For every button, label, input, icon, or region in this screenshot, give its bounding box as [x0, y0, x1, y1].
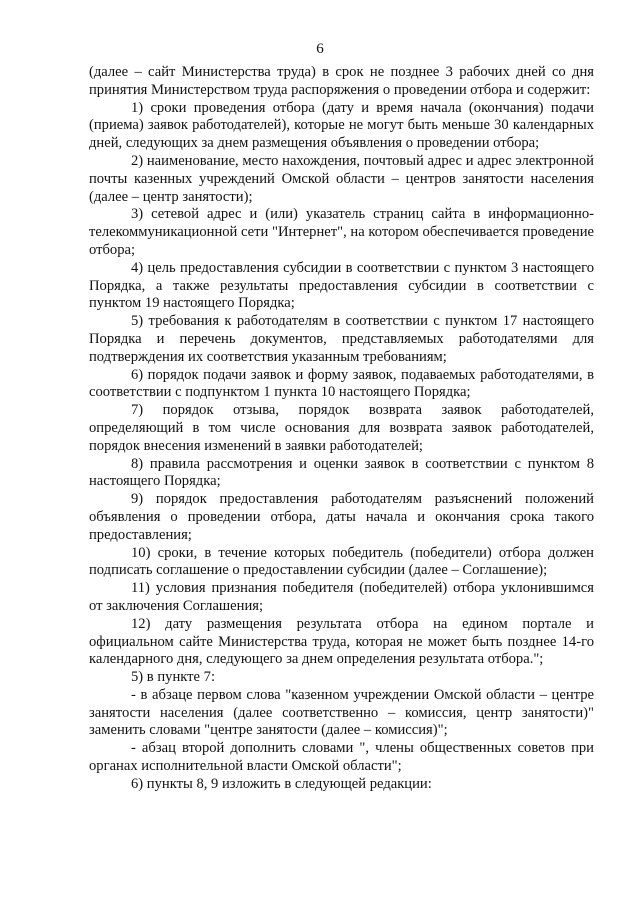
paragraph-item-6: 6) порядок подачи заявок и форму заявок, подаваемых работодателями, в соответствии с подпунктом 1 пункта 10 настоящего Порядка;	[89, 366, 594, 401]
paragraph-item-2: 2) наименование, место нахождения, почтовый адрес и адрес электронной почты казенных учреждений Омской области – центров занятости населения (далее – центр занятости);	[89, 152, 594, 205]
page-number: 6	[316, 41, 324, 57]
paragraph-amendment-5-second: - абзац второй дополнить словами ", члены общественных советов при органах исполнительной власти Омской области";	[89, 740, 594, 775]
paragraph-item-11: 11) условия признания победителя (победителей) отбора уклонившимся от заключения Соглашения;	[89, 580, 594, 614]
paragraph-item-12: 12) дату размещения результата отбора на едином портале и официальном сайте Министерства труда, которая не может быть позднее 14-го календарного дня, следующего за днем определения результата отбора.";	[89, 615, 594, 668]
paragraph-item-10: 10) сроки, в течение которых победитель (победители) отбора должен подписать соглашение о предоставлении субсидии (далее – Соглашение);	[89, 544, 594, 579]
paragraph-item-8: 8) правила рассмотрения и оценки заявок в соответствии с пунктом 8 настоящего Порядка;	[89, 455, 594, 490]
paragraph-amendment-6: 6) пункты 8, 9 изложить в следующей редакции:	[131, 775, 432, 792]
paragraph-item-3: 3) сетевой адрес и (или) указатель страниц сайта в информационно-телекоммуникационной сети "Интернет", на котором обеспечивается проведение отбора;	[89, 206, 594, 258]
paragraph-item-4: 4) цель предоставления субсидии в соответствии с пунктом 3 настоящего Порядка, а также результаты предоставления субсидии в соответствии с пунктом 19 настоящего Порядка;	[89, 259, 594, 312]
paragraph-amendment-5: 5) в пункте 7:	[131, 669, 216, 686]
paragraph-amendment-5-first: - в абзаце первом слова "казенном учреждении Омской области – центре занятости населения (далее соответственно – комиссия, центр занятости)" заменить словами "центре занятости (далее – комиссия)";	[89, 686, 594, 739]
paragraph-item-5: 5) требования к работодателям в соответствии с пунктом 17 настоящего Порядка и перечень документов, представляемых работодателями для подтверждения их соответствия указанным требованиям;	[89, 313, 594, 365]
paragraph-item-9: 9) порядок предоставления работодателям разъяснений положений объявления о проведении отбора, даты начала и окончания срока такого предоставления;	[89, 491, 594, 543]
paragraph-intro-continuation: (далее – сайт Министерства труда) в срок не позднее 3 рабочих дней со дня принятия Министерством труда распоряжения о проведении отбора и содержит:	[89, 64, 594, 98]
paragraph-item-1: 1) сроки проведения отбора (дату и время начала (окончания) подачи (приема) заявок работодателей), которые не могут быть меньше 30 календарных дней, следующих за днем размещения объявления о проведении отбора;	[89, 99, 594, 152]
paragraph-item-7: 7) порядок отзыва, порядок возврата заявок работодателей, определяющий в том числе основания для возврата заявок работодателей, порядок внесения изменений в заявки работодателей;	[89, 402, 594, 454]
document-body	[89, 64, 594, 794]
